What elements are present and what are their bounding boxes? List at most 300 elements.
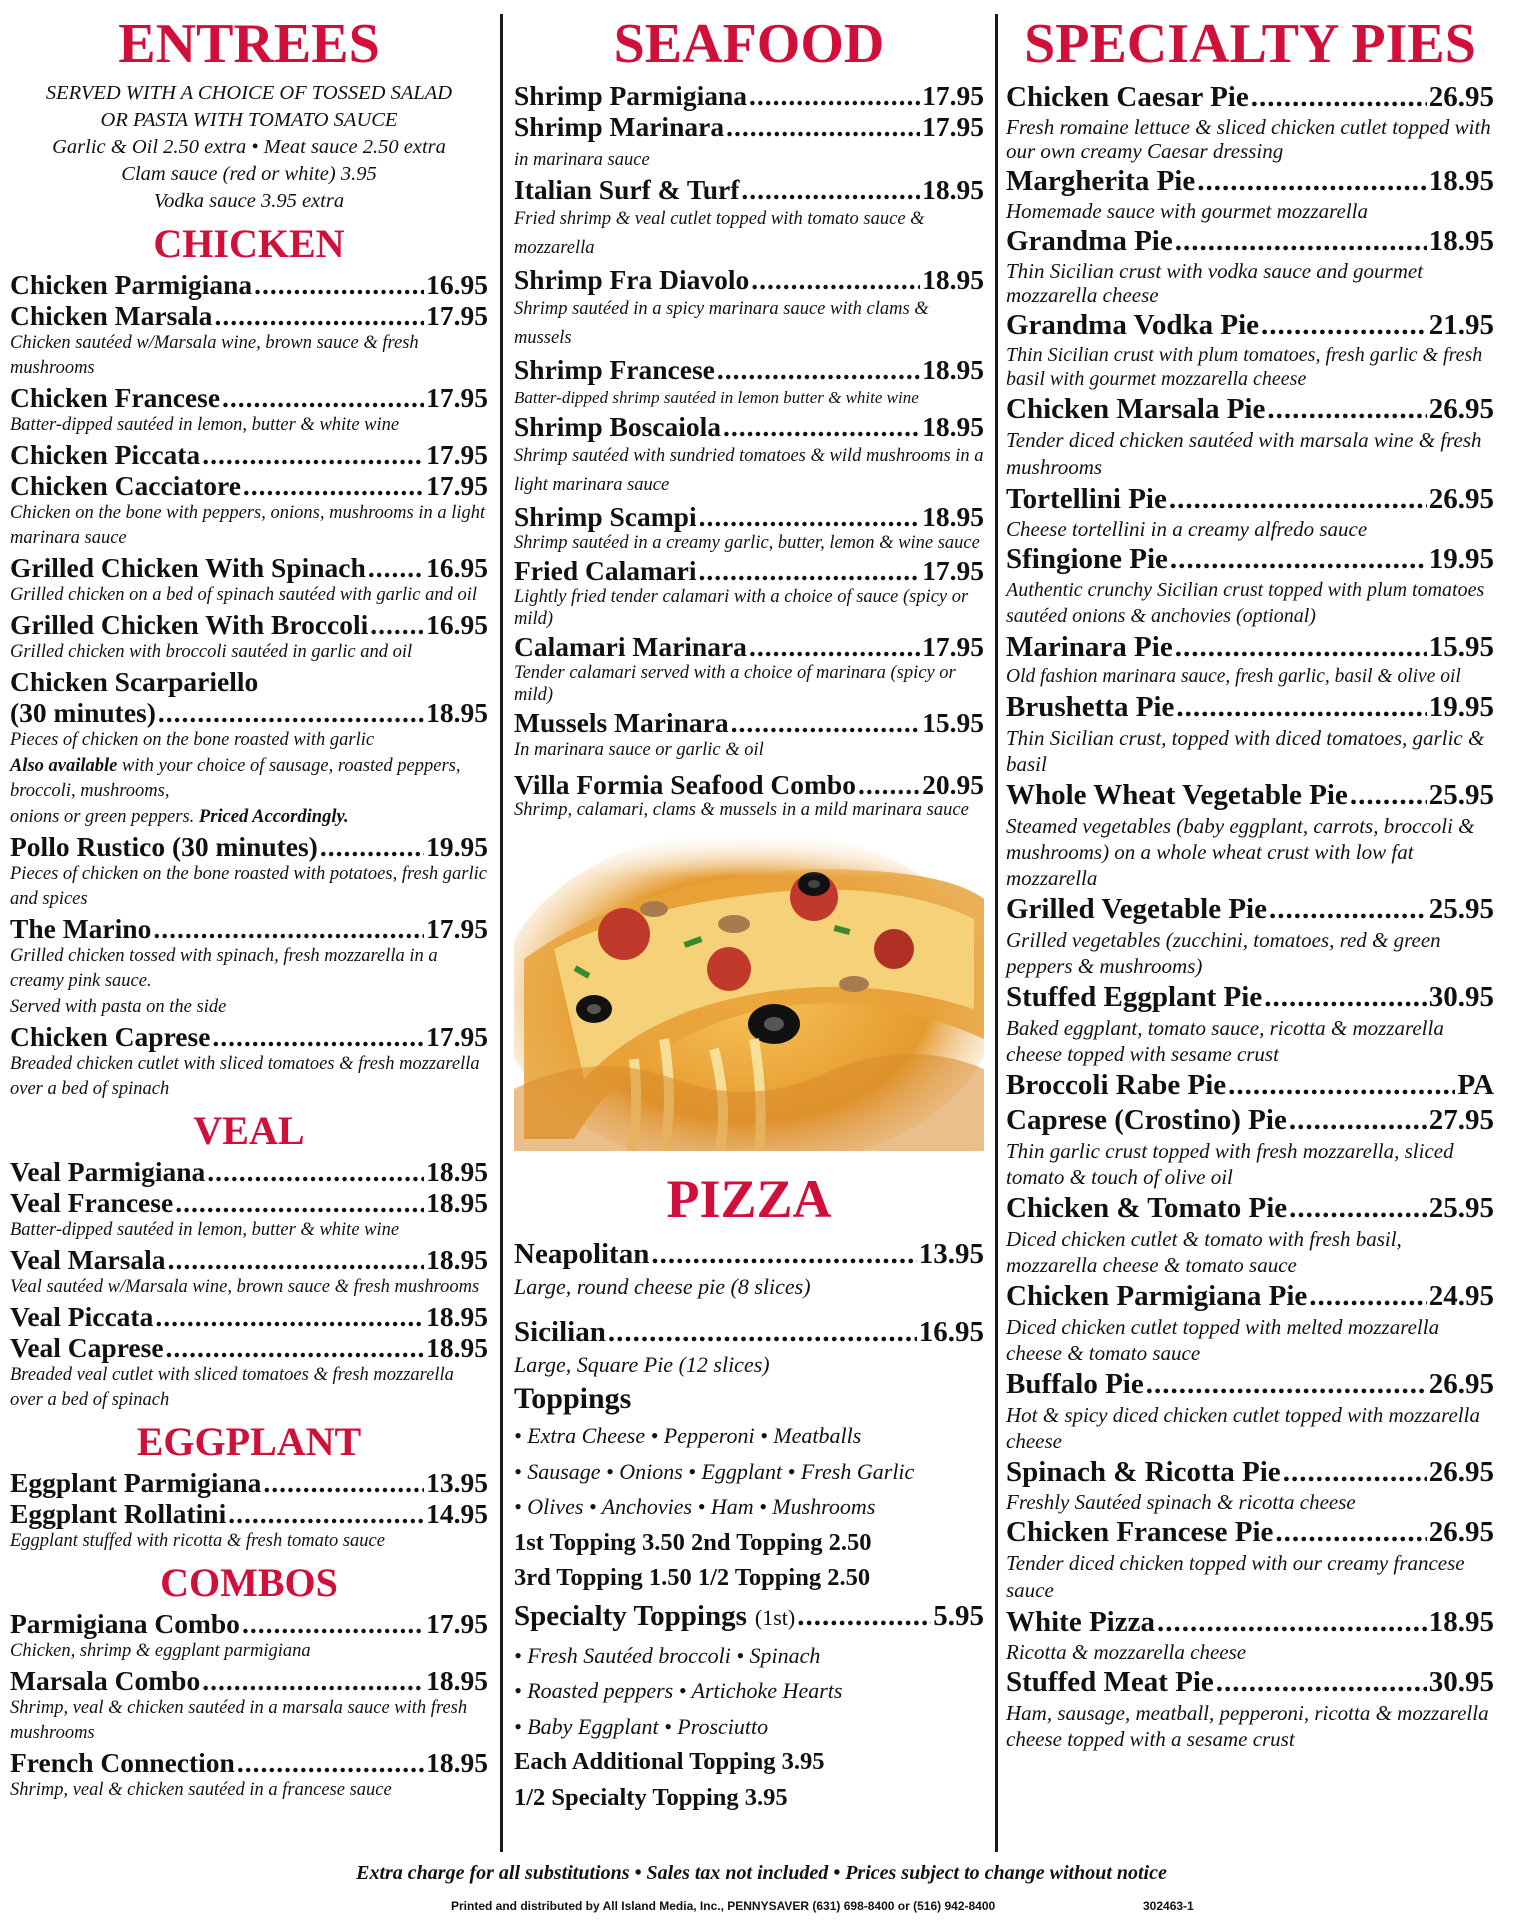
item-name: Italian Surf & Turf — [514, 174, 740, 205]
menu-item — [1006, 980, 1494, 1015]
item-price: 26.95 — [1428, 393, 1494, 425]
item-price: 13.95 — [918, 1238, 984, 1270]
item-desc: Hot & spicy diced chicken cutlet topped with mozzarella cheese — [1006, 1403, 1480, 1453]
menu-item — [10, 1187, 488, 1218]
menu-item — [514, 769, 984, 800]
item-desc: Thin Sicilian crust with plum tomatoes, fresh garlic & fresh basil with gourmet mozzarella cheese — [1006, 344, 1483, 390]
item-price: 20.95 — [922, 769, 984, 800]
menu-item — [10, 1156, 488, 1187]
item-name: Eggplant Rollatini — [10, 1498, 227, 1529]
item-desc: Shrimp sautéed in a spicy marinara sauce with clams & mussels — [514, 299, 929, 348]
item-price: 18.95 — [1428, 1606, 1494, 1638]
dot-leader — [1146, 1367, 1427, 1402]
menu-item — [10, 300, 488, 331]
item-desc: Ricotta & mozzarella cheese — [1006, 1640, 1247, 1664]
item-name: Tortellini Pie — [1006, 483, 1167, 515]
menu-item — [1006, 690, 1494, 725]
specialty-note: (1st) — [754, 1604, 796, 1630]
menu-item — [1006, 1515, 1494, 1550]
menu-item — [10, 1608, 488, 1639]
menu-item — [514, 1315, 984, 1350]
item-desc: Thin Sicilian crust, topped with diced tomatoes, garlic & basil — [1006, 726, 1485, 776]
item-name: Parmigiana Combo — [10, 1608, 240, 1639]
item-desc: Tender diced chicken sautéed with marsala wine & fresh mushrooms — [1006, 428, 1482, 479]
dot-leader — [237, 1747, 424, 1778]
item-desc-2: Served with pasta on the side — [10, 997, 227, 1017]
menu-item — [10, 1332, 488, 1363]
item-price: 18.95 — [426, 1332, 488, 1363]
dot-leader — [175, 1187, 424, 1218]
item-desc: Shrimp sautéed in a creamy garlic, butter, lemon & wine sauce — [514, 533, 980, 553]
item-price: 16.95 — [918, 1316, 984, 1348]
menu-item — [1006, 1605, 1494, 1640]
entrees-note — [10, 80, 488, 215]
menu-item — [514, 80, 984, 111]
item-price: 26.95 — [1428, 1456, 1494, 1488]
menu-item — [10, 1301, 488, 1332]
item-name: Sicilian — [514, 1316, 606, 1348]
item-name-line: Chicken Scarpariello — [10, 666, 259, 697]
item-price: 26.95 — [1428, 483, 1494, 515]
item-name: Chicken Caprese — [10, 1021, 211, 1052]
item-desc: Breaded chicken cutlet with sliced tomatoes & fresh mozzarella over a bed of spinach — [10, 1054, 480, 1099]
item-name: Marinara Pie — [1006, 631, 1173, 663]
item-price: 18.95 — [922, 264, 984, 295]
item-desc: Thin Sicilian crust with vodka sauce and gourmet mozzarella cheese — [1006, 259, 1424, 307]
item-price: 26.95 — [1428, 1368, 1494, 1400]
dot-leader — [858, 769, 920, 800]
dot-leader — [1267, 392, 1426, 427]
dot-leader — [1261, 308, 1427, 343]
item-name: Mussels Marinara — [514, 707, 729, 738]
item-desc: Diced chicken cutlet topped with melted mozzarella cheese & tomato sauce — [1006, 1315, 1440, 1365]
item-name: Villa Formia Seafood Combo — [514, 769, 856, 800]
dot-leader — [1350, 778, 1427, 813]
item-name: Chicken Francese — [10, 382, 221, 413]
menu-item — [10, 269, 488, 300]
menu-item — [1006, 630, 1494, 665]
item-price: 25.95 — [1428, 1192, 1494, 1224]
dot-leader — [1283, 1455, 1427, 1490]
item-desc: Shrimp, veal & chicken sautéed in a marsala sauce with fresh mushrooms — [10, 1698, 468, 1743]
item-name: Sfingione Pie — [1006, 543, 1168, 575]
item-name: French Connection — [10, 1747, 235, 1778]
chicken-title: CHICKEN — [153, 221, 345, 266]
item-price: 17.95 — [426, 1608, 488, 1639]
dot-leader — [1169, 482, 1427, 517]
dot-leader — [168, 1244, 425, 1275]
item-desc: Freshly Sautéed spinach & ricotta cheese — [1006, 1490, 1356, 1514]
dot-leader — [726, 111, 920, 142]
menu-item — [514, 1237, 984, 1272]
dot-leader — [214, 300, 424, 331]
item-price: 30.95 — [1428, 1666, 1494, 1698]
menu-item — [10, 1747, 488, 1778]
item-desc: Batter-dipped shrimp sautéed in lemon butter & white wine — [514, 388, 919, 407]
menu-item — [514, 264, 984, 295]
item-price: 17.95 — [426, 470, 488, 501]
item-name: Stuffed Meat Pie — [1006, 1666, 1214, 1698]
dot-leader — [1216, 1665, 1427, 1700]
item-price: 18.95 — [922, 501, 984, 532]
item-name: Chicken Parmigiana — [10, 269, 253, 300]
item-name: Chicken Piccata — [10, 439, 201, 470]
item-name: Fried Calamari — [514, 555, 697, 586]
item-name: Shrimp Parmigiana — [514, 80, 747, 111]
item-desc: Fried shrimp & veal cutlet topped with tomato sauce & mozzarella — [514, 209, 925, 258]
menu-item — [10, 1665, 488, 1696]
menu-item — [514, 354, 984, 385]
specialty-pies-column — [1006, 8, 1494, 1753]
item-name: Broccoli Rabe Pie — [1006, 1069, 1227, 1101]
item-desc: Grilled chicken with broccoli sautéed in garlic and oil — [10, 642, 413, 662]
item-price: 17.95 — [922, 80, 984, 111]
menu-item — [10, 1498, 488, 1529]
item-desc: Tender diced chicken topped with our creamy francese sauce — [1006, 1551, 1465, 1602]
note-line: Vodka sauce 3.95 extra — [153, 190, 345, 212]
item-name: Margherita Pie — [1006, 165, 1196, 197]
item-name: Chicken & Tomato Pie — [1006, 1192, 1288, 1224]
item-desc: Grilled vegetables (zucchini, tomatoes, red & green peppers & mushrooms) — [1006, 928, 1441, 978]
item-name: Marsala Combo — [10, 1665, 201, 1696]
item-price: PA — [1457, 1069, 1494, 1101]
item-name: Veal Parmigiana — [10, 1156, 206, 1187]
item-desc: Baked eggplant, tomato sauce, ricotta & mozzarella cheese topped with sesame crust — [1006, 1016, 1444, 1066]
dot-leader — [1157, 1605, 1427, 1640]
menu-item — [10, 552, 488, 583]
item-name: Spinach & Ricotta Pie — [1006, 1456, 1281, 1488]
specialty-line: • Roasted peppers • Artichoke Hearts — [514, 1678, 843, 1703]
item-name: Chicken Marsala — [10, 300, 213, 331]
item-price: 15.95 — [1428, 631, 1494, 663]
item-price: 18.95 — [426, 1301, 488, 1332]
item-name: Grilled Chicken With Spinach — [10, 552, 366, 583]
item-desc: Grilled chicken on a bed of spinach sautéed with garlic and oil — [10, 585, 478, 605]
item-price: 17.95 — [426, 913, 488, 944]
additional-price-line: 1/2 Specialty Topping 3.95 — [514, 1783, 788, 1811]
item-name: Shrimp Fra Diavolo — [514, 264, 750, 295]
item-desc: Lightly fried tender calamari with a choice of sauce (spicy or mild) — [514, 587, 969, 629]
item-name: Caprese (Crostino) Pie — [1006, 1104, 1287, 1136]
dot-leader — [1176, 690, 1426, 725]
dot-leader — [1170, 542, 1427, 577]
item-name: (30 minutes) — [10, 697, 156, 728]
item-price: 26.95 — [1428, 81, 1494, 113]
item-name: Chicken Parmigiana Pie — [1006, 1280, 1308, 1312]
menu-item — [1006, 1455, 1494, 1490]
item-desc: Large, round cheese pie (8 slices) — [514, 1274, 811, 1299]
menu-item — [1006, 164, 1494, 199]
dot-leader — [242, 1608, 424, 1639]
item-desc: Cheese tortellini in a creamy alfredo sauce — [1006, 517, 1368, 541]
item-desc: Eggplant stuffed with ricotta & fresh tomato sauce — [10, 1531, 385, 1551]
specialty-line: • Baby Eggplant • Prosciutto — [514, 1713, 769, 1739]
item-price: 18.95 — [1428, 225, 1494, 257]
dot-leader — [1309, 1279, 1426, 1314]
menu-item — [514, 174, 984, 205]
menu-item — [1006, 1367, 1494, 1402]
item-price: 25.95 — [1428, 779, 1494, 811]
menu-item — [514, 631, 984, 662]
item-price: 16.95 — [426, 609, 488, 640]
dot-leader — [158, 697, 424, 728]
menu-item — [514, 111, 984, 142]
item-desc: Pieces of chicken on the bone roasted with garlic — [10, 730, 375, 750]
menu-item — [1006, 482, 1494, 517]
dot-leader — [228, 1498, 424, 1529]
item-name: Grandma Vodka Pie — [1006, 309, 1259, 341]
menu-item — [1006, 1103, 1494, 1138]
item-name: Shrimp Marinara — [514, 111, 725, 142]
dot-leader — [751, 264, 920, 295]
item-price: 30.95 — [1428, 981, 1494, 1013]
menu-item — [1006, 1068, 1494, 1103]
item-name: Buffalo Pie — [1006, 1368, 1144, 1400]
item-name: Veal Caprese — [10, 1332, 164, 1363]
item-desc: Homemade sauce with gourmet mozzarella — [1006, 199, 1369, 223]
item-desc: Grilled chicken tossed with spinach, fresh mozzarella in a creamy pink sauce. — [10, 946, 438, 991]
item-price: 17.95 — [426, 382, 488, 413]
menu-item — [1006, 80, 1494, 115]
dot-leader — [608, 1315, 917, 1350]
item-desc: Batter-dipped sautéed in lemon, butter & white wine — [10, 415, 400, 435]
note-line: Garlic & Oil 2.50 extra • Meat sauce 2.50 extra — [52, 136, 446, 158]
priced-accordingly: Priced Accordingly. — [198, 807, 349, 827]
specialty-line: • Fresh Sautéed broccoli • Spinach — [514, 1642, 821, 1668]
item-desc: Chicken on the bone with peppers, onions, mushrooms in a light marinara sauce — [10, 503, 486, 548]
dot-leader — [202, 439, 424, 470]
item-price: 25.95 — [1428, 893, 1494, 925]
item-name: Chicken Marsala Pie — [1006, 393, 1266, 425]
menu-item — [10, 439, 488, 470]
menu-item — [10, 1244, 488, 1275]
dot-leader — [741, 174, 920, 205]
item-name: Veal Francese — [10, 1187, 174, 1218]
item-price: 15.95 — [922, 707, 984, 738]
menu-item — [10, 609, 488, 640]
menu-item — [10, 470, 488, 501]
dot-leader — [797, 1596, 931, 1636]
dot-leader — [222, 382, 424, 413]
also-text-2: onions or green peppers. — [10, 807, 195, 827]
dot-leader — [699, 555, 921, 586]
item-name: Chicken Cacciatore — [10, 470, 241, 501]
eggplant-title: EGGPLANT — [136, 1419, 362, 1464]
item-desc: Large, Square Pie (12 slices) — [514, 1352, 770, 1377]
item-price: 17.95 — [922, 555, 984, 586]
item-desc: in marinara sauce — [514, 150, 650, 170]
menu-item — [10, 913, 488, 944]
item-name: Chicken Francese Pie — [1006, 1516, 1274, 1548]
item-desc: Tender calamari served with a choice of marinara (spicy or mild) — [514, 663, 956, 705]
topping-price-line: 3rd Topping 1.50 1/2 Topping 2.50 — [514, 1564, 871, 1591]
item-name: The Marino — [10, 913, 152, 944]
topping-price-line: 1st Topping 3.50 2nd Topping 2.50 — [514, 1528, 872, 1556]
dot-leader — [1264, 980, 1427, 1015]
toppings-line: • Olives • Anchovies • Ham • Mushrooms — [514, 1494, 876, 1519]
item-name: Grilled Chicken With Broccoli — [10, 609, 369, 640]
item-desc: Ham, sausage, meatball, pepperoni, ricotta & mozzarella cheese topped with a sesame crust — [1006, 1701, 1489, 1751]
specialty-label: Specialty Toppings — [514, 1599, 747, 1632]
dot-leader — [368, 552, 424, 583]
item-desc: Veal sautéed w/Marsala wine, brown sauce & fresh mushrooms — [10, 1277, 480, 1297]
menu-item — [10, 382, 488, 413]
dot-leader — [1228, 1068, 1455, 1103]
menu-item — [514, 707, 984, 738]
item-desc: Shrimp, calamari, clams & mussels in a mild marinara sauce — [514, 800, 969, 820]
menu-item — [1006, 1279, 1494, 1314]
menu-item — [1006, 1191, 1494, 1226]
toppings-title: Toppings — [514, 1382, 632, 1415]
menu-item — [10, 1467, 488, 1498]
seafood-pizza-column — [514, 8, 984, 1815]
item-name: Pollo Rustico (30 minutes) — [10, 831, 318, 862]
item-price: 18.95 — [426, 697, 488, 728]
dot-leader — [1197, 164, 1427, 199]
item-name: Veal Marsala — [10, 1244, 166, 1275]
dot-leader — [1175, 630, 1427, 665]
item-desc: Thin garlic crust topped with fresh mozzarella, sliced tomato & touch of olive oil — [1006, 1139, 1454, 1189]
item-name: Shrimp Scampi — [514, 501, 697, 532]
dot-leader — [212, 1021, 424, 1052]
item-desc: Shrimp, veal & chicken sautéed in a francese sauce — [10, 1780, 392, 1800]
specialty-pies-title: SPECIALTY PIES — [1024, 13, 1476, 75]
item-price: 18.95 — [1428, 165, 1494, 197]
menu-item — [514, 411, 984, 442]
dot-leader — [1251, 80, 1427, 115]
item-price: 13.95 — [426, 1467, 488, 1498]
item-desc: Breaded veal cutlet with sliced tomatoes & fresh mozzarella over a bed of spinach — [10, 1365, 454, 1410]
note-line: OR PASTA WITH TOMATO SAUCE — [100, 109, 398, 131]
menu-item — [1006, 1665, 1494, 1700]
item-name: White Pizza — [1006, 1606, 1155, 1638]
toppings-line: • Extra Cheese • Pepperoni • Meatballs — [514, 1423, 862, 1448]
footer-notice: Extra charge for all substitutions • Sales tax not included • Prices subject to change without notice — [356, 1862, 1167, 1884]
item-desc: Batter-dipped sautéed in lemon, butter & white wine — [10, 1220, 400, 1240]
item-price: 19.95 — [426, 831, 488, 862]
item-price: 18.95 — [426, 1665, 488, 1696]
item-name: Veal Piccata — [10, 1301, 154, 1332]
menu-item — [10, 697, 488, 728]
item-desc: Authentic crunchy Sicilian crust topped with plum tomatoes sautéed onions & anchovies (optional) — [1006, 579, 1485, 627]
dot-leader — [370, 609, 424, 640]
specialty-price: 5.95 — [933, 1599, 984, 1632]
item-name: Eggplant Parmigiana — [10, 1467, 262, 1498]
item-desc: Chicken sautéed w/Marsala wine, brown sauce & fresh mushrooms — [10, 333, 419, 378]
dot-leader — [651, 1237, 916, 1272]
item-name: Neapolitan — [514, 1238, 650, 1270]
footer-printed-by: Printed and distributed by All Island Media, Inc., PENNYSAVER (631) 698-8400 or (516) 942-8400 — [451, 1899, 996, 1913]
item-price: 18.95 — [922, 354, 984, 385]
item-price: 18.95 — [922, 174, 984, 205]
seafood-title: SEAFOOD — [613, 13, 885, 75]
item-price: 26.95 — [1428, 1516, 1494, 1548]
dot-leader — [153, 913, 424, 944]
item-price: 17.95 — [426, 1021, 488, 1052]
menu-item — [10, 1021, 488, 1052]
item-desc: Chicken, shrimp & eggplant parmigiana — [10, 1641, 311, 1661]
menu-item — [1006, 308, 1494, 343]
dot-leader — [320, 831, 424, 862]
dot-leader — [155, 1301, 424, 1332]
item-price: 17.95 — [922, 111, 984, 142]
footer-code: 302463-1 — [1143, 1899, 1194, 1913]
menu-item — [1006, 542, 1494, 577]
item-desc: In marinara sauce or garlic & oil — [514, 740, 764, 760]
item-price: 16.95 — [426, 552, 488, 583]
item-name: Grandma Pie — [1006, 225, 1173, 257]
note-line: SERVED WITH A CHOICE OF TOSSED SALAD — [45, 82, 453, 104]
dot-leader — [166, 1332, 425, 1363]
dot-leader — [749, 631, 920, 662]
dot-leader — [1275, 1515, 1426, 1550]
dot-leader — [1289, 1103, 1427, 1138]
item-price: 17.95 — [426, 439, 488, 470]
entrees-title: ENTREES — [118, 13, 380, 75]
item-desc: Diced chicken cutlet & tomato with fresh basil, mozzarella cheese & tomato sauce — [1006, 1227, 1402, 1277]
item-name: Brushetta Pie — [1006, 691, 1175, 723]
item-name: Shrimp Francese — [514, 354, 715, 385]
item-name: Chicken Caesar Pie — [1006, 81, 1249, 113]
dot-leader — [1269, 892, 1427, 927]
veal-title: VEAL — [193, 1108, 305, 1153]
item-price: 17.95 — [922, 631, 984, 662]
item-price: 18.95 — [426, 1156, 488, 1187]
dot-leader — [202, 1665, 424, 1696]
combos-title: COMBOS — [160, 1560, 338, 1605]
specialty-toppings-row — [514, 1596, 984, 1638]
item-price: 18.95 — [922, 411, 984, 442]
menu-item — [1006, 778, 1494, 813]
item-price: 19.95 — [1428, 543, 1494, 575]
item-price: 24.95 — [1428, 1280, 1494, 1312]
column-divider-2 — [995, 14, 998, 1852]
dot-leader — [723, 411, 920, 442]
dot-leader — [243, 470, 424, 501]
also-available-note-2 — [10, 805, 488, 830]
toppings-line: • Sausage • Onions • Eggplant • Fresh Garlic — [514, 1458, 915, 1484]
item-name: Calamari Marinara — [514, 631, 747, 662]
item-price: 27.95 — [1428, 1104, 1494, 1136]
item-name: Whole Wheat Vegetable Pie — [1006, 779, 1348, 811]
dot-leader — [749, 80, 920, 111]
additional-price-line: Each Additional Topping 3.95 — [514, 1748, 825, 1775]
dot-leader — [731, 707, 920, 738]
dot-leader — [263, 1467, 424, 1498]
also-label: Also available — [10, 756, 118, 776]
also-available-note — [10, 754, 488, 804]
column-divider-1 — [500, 14, 503, 1852]
item-price: 18.95 — [426, 1187, 488, 1218]
menu-item — [514, 555, 984, 586]
menu-item — [1006, 392, 1494, 427]
item-price: 16.95 — [426, 269, 488, 300]
item-price: 19.95 — [1428, 691, 1494, 723]
item-name: Grilled Vegetable Pie — [1006, 893, 1267, 925]
menu-item — [514, 501, 984, 532]
item-price: 21.95 — [1428, 309, 1494, 341]
item-name: Stuffed Eggplant Pie — [1006, 981, 1263, 1013]
dot-leader — [717, 354, 920, 385]
item-desc: Fresh romaine lettuce & sliced chicken cutlet topped with our own creamy Caesar dressing — [1006, 115, 1491, 163]
pizza-title: PIZZA — [666, 1169, 832, 1229]
entrees-column — [10, 8, 488, 1804]
menu-item — [10, 831, 488, 862]
dot-leader — [699, 501, 921, 532]
dot-leader — [207, 1156, 424, 1187]
menu-item — [1006, 224, 1494, 259]
item-desc: Steamed vegetables (baby eggplant, carrots, broccoli & mushrooms) on a whole wheat crust with low fat mozzarella — [1006, 814, 1475, 890]
